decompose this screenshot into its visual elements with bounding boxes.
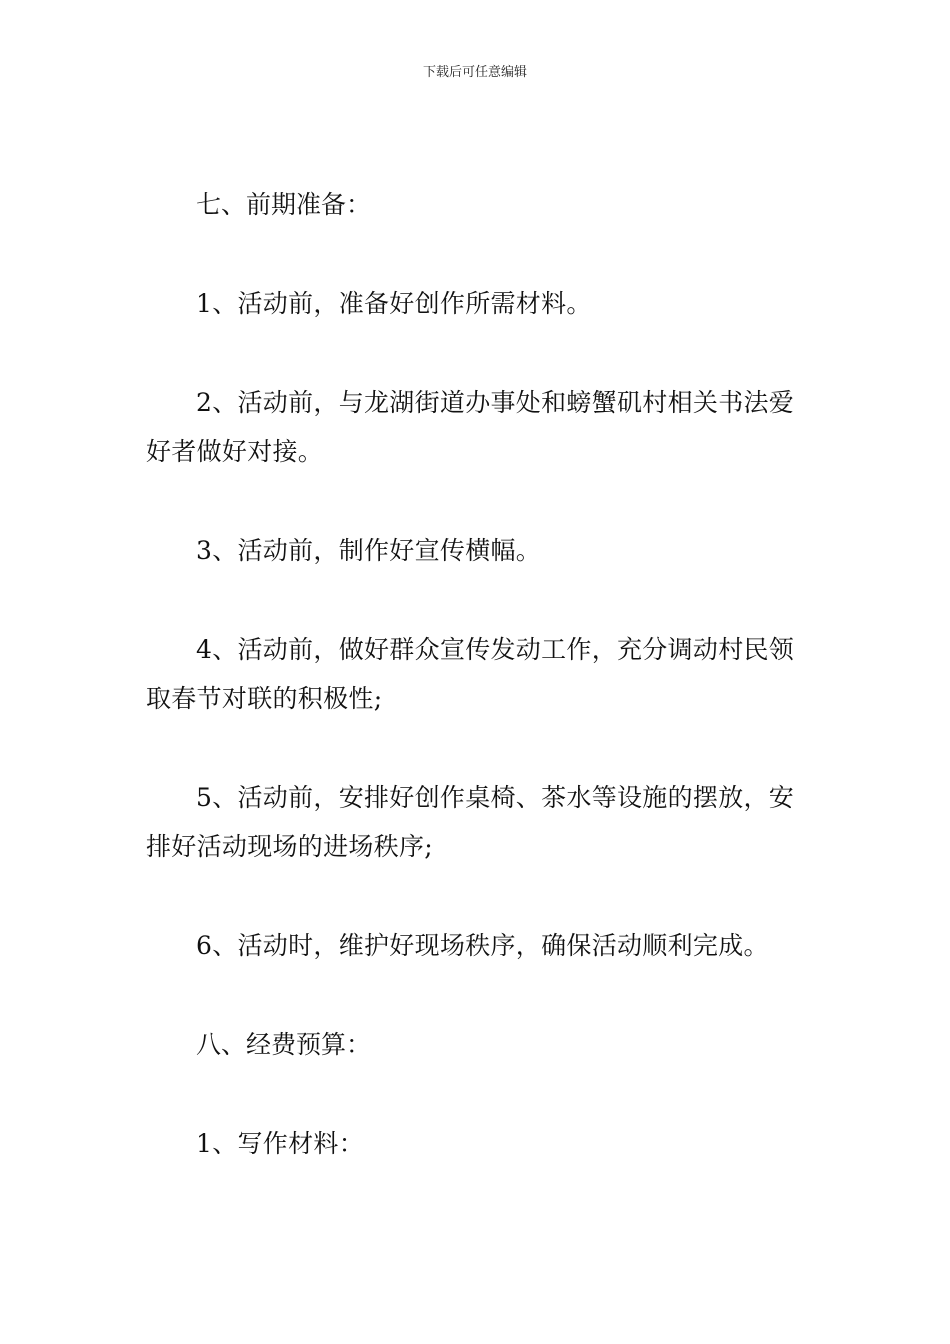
list-item: 4、活动前，做好群众宣传发动工作，充分调动村民领取春节对联的积极性; <box>146 635 795 713</box>
list-item: 3、活动前，制作好宣传横幅。 <box>196 536 542 565</box>
page-header-note: 下载后可任意编辑 <box>422 65 527 80</box>
document-body <box>146 180 810 1218</box>
list-item: 1、活动前，准备好创作所需材料。 <box>196 289 592 318</box>
list-item: 6、活动时，维护好现场秩序，确保活动顺利完成。 <box>196 931 769 960</box>
list-item: 2、活动前，与龙湖街道办事处和螃蟹矶村相关书法爱好者做好对接。 <box>146 388 795 466</box>
list-item: 1、写作材料： <box>196 1129 365 1158</box>
list-item: 5、活动前，安排好创作桌椅、茶水等设施的摆放，安排好活动现场的进场秩序; <box>146 783 795 861</box>
section-heading-budget: 八、经费预算： <box>196 1030 372 1059</box>
section-heading-preparation: 七、前期准备： <box>196 190 372 219</box>
